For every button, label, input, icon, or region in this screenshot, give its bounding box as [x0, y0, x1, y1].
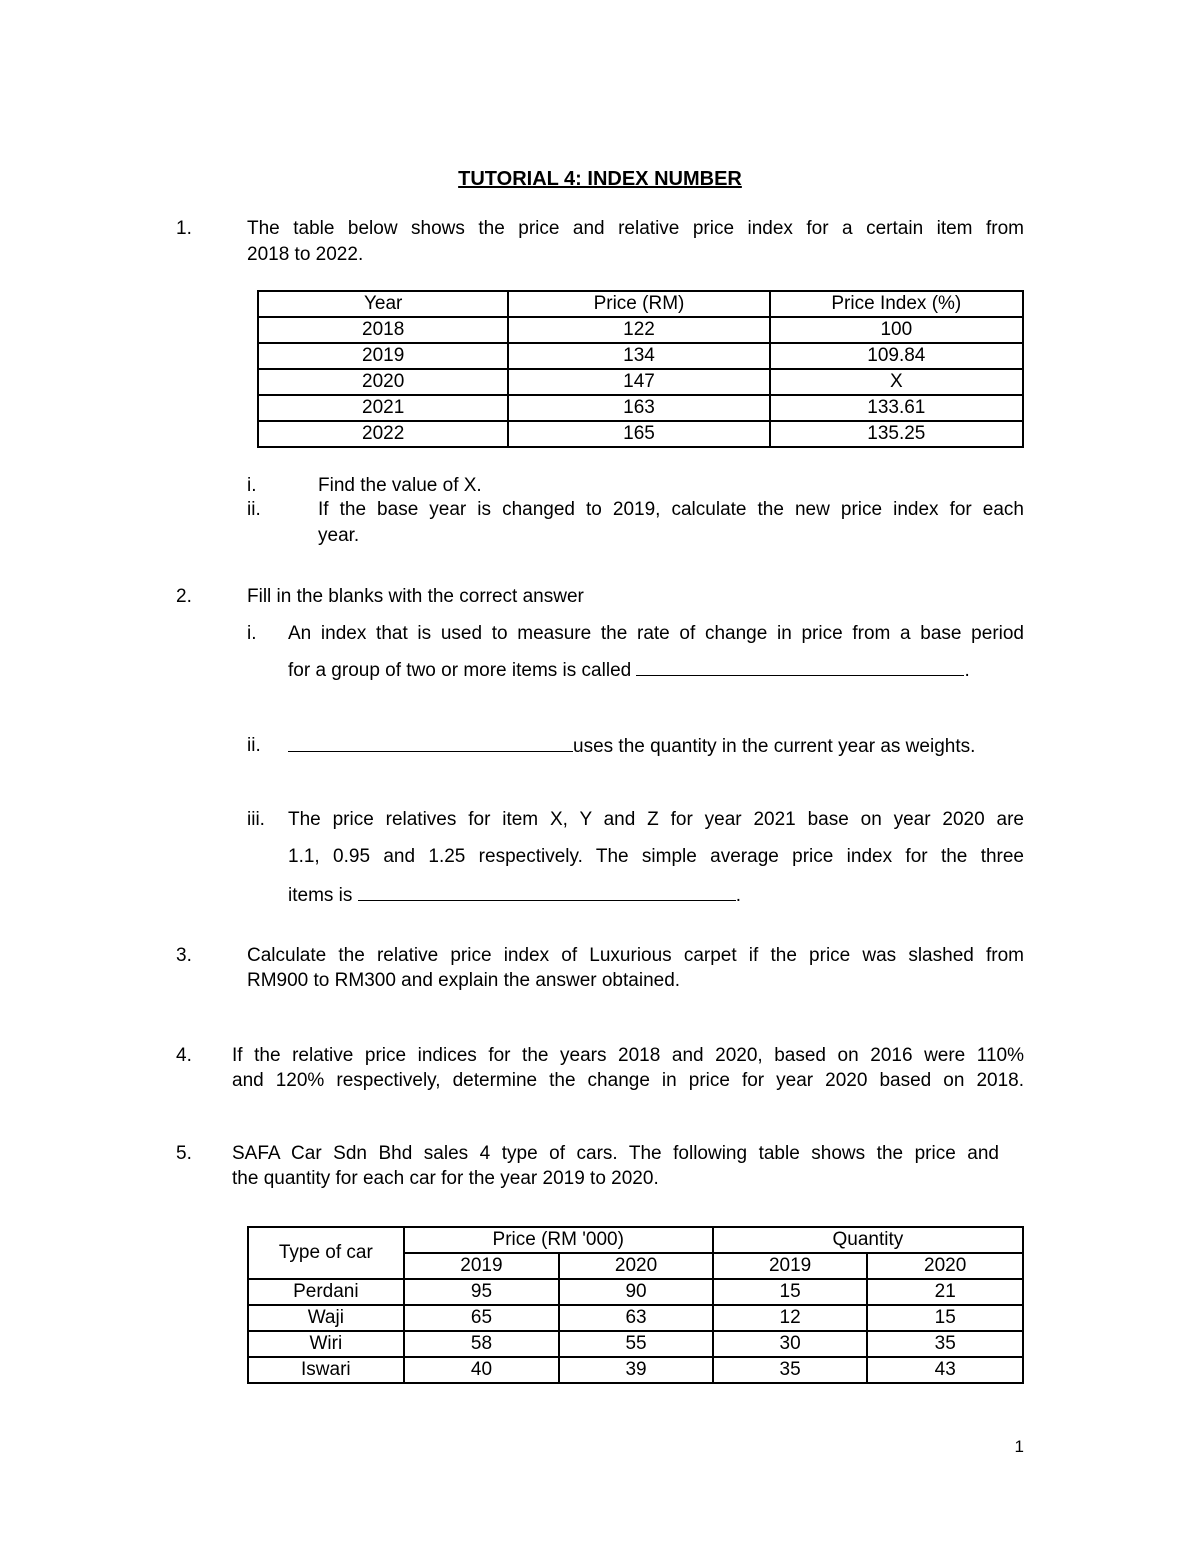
cell: Wiri	[248, 1331, 404, 1357]
header-year: 2020	[559, 1253, 713, 1279]
cell: 55	[559, 1331, 713, 1357]
q1-sub-ii-line2: year.	[318, 525, 360, 546]
cell: 35	[867, 1331, 1023, 1357]
cell: 134	[508, 343, 769, 369]
q5-line1: SAFA Car Sdn Bhd sales 4 type of cars. The following table shows the price and	[232, 1143, 999, 1164]
cell: 109.84	[770, 343, 1023, 369]
cell: 163	[508, 395, 769, 421]
q1-number: 1.	[176, 218, 192, 239]
cell: 95	[404, 1279, 560, 1305]
q3-line1: Calculate the relative price index of Luxurious carpet if the price was slashed from	[247, 945, 1024, 966]
cell: 90	[559, 1279, 713, 1305]
q4-line2: and 120% respectively, determine the change in price for year 2020 based on 2018.	[232, 1070, 1024, 1091]
cell: 21	[867, 1279, 1023, 1305]
table-row	[248, 1279, 1023, 1305]
q2-iii-end: .	[735, 885, 741, 906]
header-type-of-car: Type of car	[248, 1227, 404, 1279]
header-price: Price (RM)	[508, 291, 769, 317]
header-price-group: Price (RM '000)	[404, 1227, 713, 1253]
table-header-row	[248, 1227, 1023, 1253]
header-year: 2019	[713, 1253, 868, 1279]
cell: 40	[404, 1357, 560, 1383]
table-row	[258, 343, 1023, 369]
cell: 63	[559, 1305, 713, 1331]
table-row	[248, 1331, 1023, 1357]
q2-ii-text: uses the quantity in the current year as weights.	[573, 736, 976, 757]
cell: X	[770, 369, 1023, 395]
cell: 2019	[258, 343, 508, 369]
cell: Perdani	[248, 1279, 404, 1305]
cell: 135.25	[770, 421, 1023, 447]
cell: 2022	[258, 421, 508, 447]
page-title: TUTORIAL 4: INDEX NUMBER	[458, 168, 742, 190]
cell: 35	[713, 1357, 868, 1383]
q2-iii-line3: items is	[288, 885, 353, 906]
q1-sub-i-text: Find the value of X.	[318, 475, 482, 496]
q2-iii-line2: 1.1, 0.95 and 1.25 respectively. The simple average price index for the three	[288, 846, 1024, 867]
q1-sub-ii-line1: If the base year is changed to 2019, calculate the new price index for each	[318, 499, 1024, 520]
table-header-row	[258, 291, 1023, 317]
q2-iii-label: iii.	[247, 809, 265, 830]
cell: 2018	[258, 317, 508, 343]
cell: Iswari	[248, 1357, 404, 1383]
cell: 15	[867, 1305, 1023, 1331]
table-row	[258, 421, 1023, 447]
header-year: 2020	[867, 1253, 1023, 1279]
cell: 15	[713, 1279, 868, 1305]
price-index-table	[257, 290, 1024, 448]
cell: 43	[867, 1357, 1023, 1383]
cell: 39	[559, 1357, 713, 1383]
header-quantity-group: Quantity	[713, 1227, 1023, 1253]
q2-i-end: .	[964, 660, 970, 681]
q3-line2: RM900 to RM300 and explain the answer obtained.	[247, 970, 681, 991]
q2-ii-wrap	[288, 733, 1028, 760]
cell: Waji	[248, 1305, 404, 1331]
cell: 2021	[258, 395, 508, 421]
cell: 133.61	[770, 395, 1023, 421]
q2-i-line2-wrap	[288, 657, 1028, 684]
answer-blank	[288, 733, 573, 752]
cell: 30	[713, 1331, 868, 1357]
header-year: 2019	[404, 1253, 560, 1279]
q1-sub-i-label: i.	[247, 475, 257, 496]
header-price-index: Price Index (%)	[770, 291, 1023, 317]
q4-number: 4.	[176, 1045, 192, 1066]
q4-line1: If the relative price indices for the years 2018 and 2020, based on 2016 were 110%	[232, 1045, 1024, 1066]
q5-number: 5.	[176, 1143, 192, 1164]
q1-sub-ii-label: ii.	[247, 499, 261, 520]
q1-text-line2: 2018 to 2022.	[247, 244, 364, 265]
q2-number: 2.	[176, 586, 192, 607]
page-number: 1	[1014, 1437, 1024, 1456]
cell: 165	[508, 421, 769, 447]
table-row	[258, 395, 1023, 421]
q5-line2: the quantity for each car for the year 2019 to 2020.	[232, 1168, 659, 1189]
q2-iii-line1: The price relatives for item X, Y and Z for year 2021 base on year 2020 are	[288, 809, 1024, 830]
table-row	[258, 317, 1023, 343]
car-sales-table	[247, 1226, 1024, 1384]
header-year: Year	[258, 291, 508, 317]
cell: 147	[508, 369, 769, 395]
q2-i-line2: for a group of two or more items is called	[288, 660, 632, 681]
q2-ii-label: ii.	[247, 735, 261, 756]
cell: 65	[404, 1305, 560, 1331]
table-row	[248, 1357, 1023, 1383]
q1-text-line1: The table below shows the price and relative price index for a certain item from	[247, 218, 1024, 239]
q2-text: Fill in the blanks with the correct answer	[247, 586, 584, 607]
cell: 100	[770, 317, 1023, 343]
q2-i-line1: An index that is used to measure the rate of change in price from a base period	[288, 623, 1024, 644]
q3-number: 3.	[176, 945, 192, 966]
cell: 12	[713, 1305, 868, 1331]
answer-blank	[358, 882, 736, 901]
cell: 2020	[258, 369, 508, 395]
table-row	[248, 1305, 1023, 1331]
cell: 122	[508, 317, 769, 343]
q2-iii-line3-wrap	[288, 882, 1028, 909]
answer-blank	[636, 657, 964, 676]
table-row	[258, 369, 1023, 395]
cell: 58	[404, 1331, 560, 1357]
q2-i-label: i.	[247, 623, 257, 644]
